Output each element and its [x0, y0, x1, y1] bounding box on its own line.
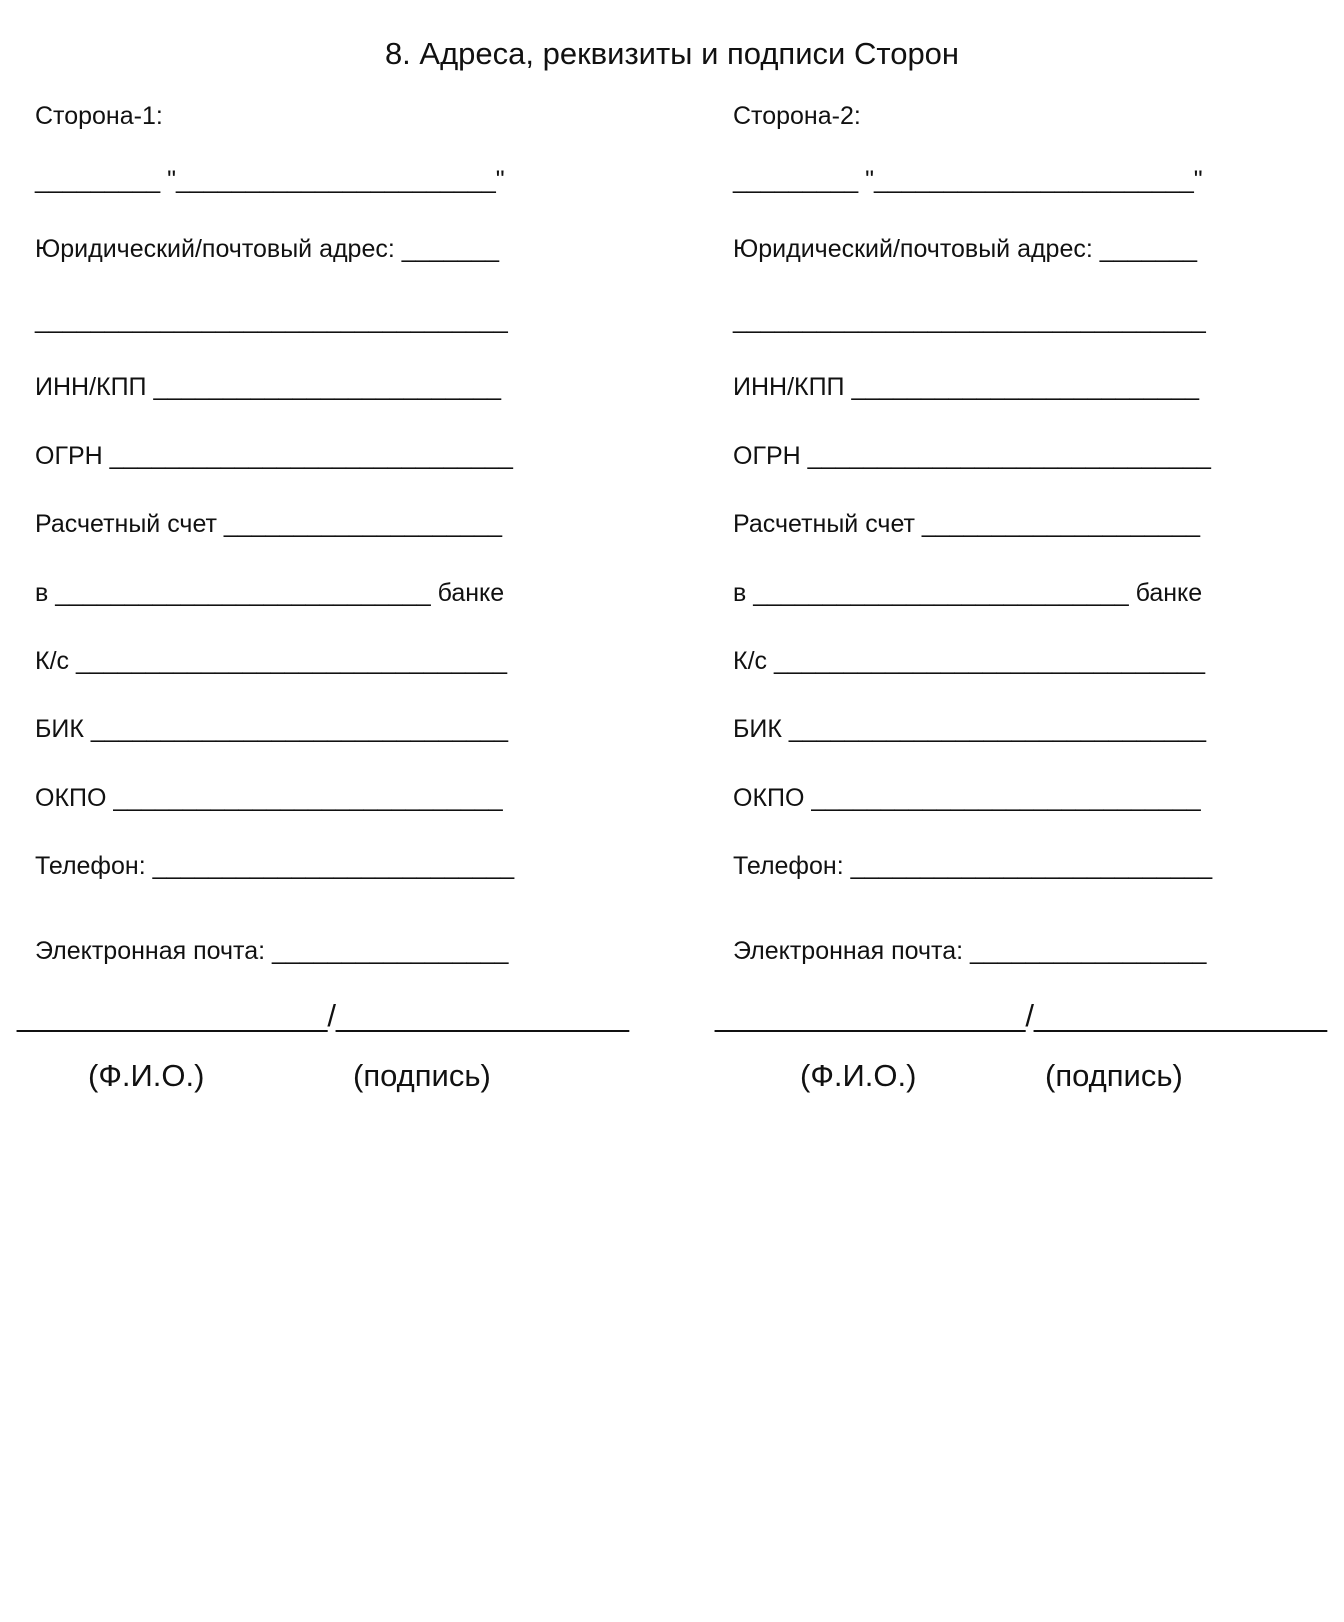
party-1-column — [17, 0, 635, 1200]
ogrn-field-line: ОГРН _____________________________ — [733, 442, 1211, 470]
fio-label: (Ф.И.О.) — [88, 1058, 205, 1093]
ogrn-field-line: ОГРН _____________________________ — [35, 442, 513, 470]
account-field-line: Расчетный счет ____________________ — [733, 510, 1200, 538]
address-field-line: Юридический/почтовый адрес: _______ — [733, 235, 1198, 263]
party-2-heading: Сторона-2: — [733, 102, 861, 130]
address-continuation-line: __________________________________ — [35, 306, 508, 334]
signature-line: __________________/_________________ — [715, 998, 1328, 1033]
party-1-heading: Сторона-1: — [35, 102, 163, 130]
email-field-line: Электронная почта: _________________ — [35, 937, 509, 965]
inn-kpp-field-line: ИНН/КПП _________________________ — [35, 373, 502, 401]
name-field-line: _________ "_______________________" — [35, 166, 505, 194]
bik-field-line: БИК ______________________________ — [35, 715, 508, 743]
party-2-column — [715, 0, 1333, 1200]
inn-kpp-field-line: ИНН/КПП _________________________ — [733, 373, 1200, 401]
phone-field-line: Телефон: __________________________ — [35, 852, 515, 880]
name-field-line: _________ "_______________________" — [733, 166, 1203, 194]
bik-field-line: БИК ______________________________ — [733, 715, 1206, 743]
email-field-line: Электронная почта: _________________ — [733, 937, 1207, 965]
bank-field-line: в ___________________________ банке — [733, 579, 1203, 607]
account-field-line: Расчетный счет ____________________ — [35, 510, 502, 538]
signature-label: (подпись) — [353, 1058, 491, 1093]
fio-label: (Ф.И.О.) — [800, 1058, 917, 1093]
signature-label: (подпись) — [1045, 1058, 1183, 1093]
signature-line: __________________/_________________ — [17, 998, 630, 1033]
address-field-line: Юридический/почтовый адрес: _______ — [35, 235, 500, 263]
corr-account-field-line: К/с _______________________________ — [733, 647, 1205, 675]
bank-field-line: в ___________________________ банке — [35, 579, 505, 607]
okpo-field-line: ОКПО ____________________________ — [733, 784, 1201, 812]
okpo-field-line: ОКПО ____________________________ — [35, 784, 503, 812]
phone-field-line: Телефон: __________________________ — [733, 852, 1213, 880]
address-continuation-line: __________________________________ — [733, 306, 1206, 334]
corr-account-field-line: К/с _______________________________ — [35, 647, 507, 675]
page-title: 8. Адреса, реквизиты и подписи Сторон — [384, 36, 960, 71]
